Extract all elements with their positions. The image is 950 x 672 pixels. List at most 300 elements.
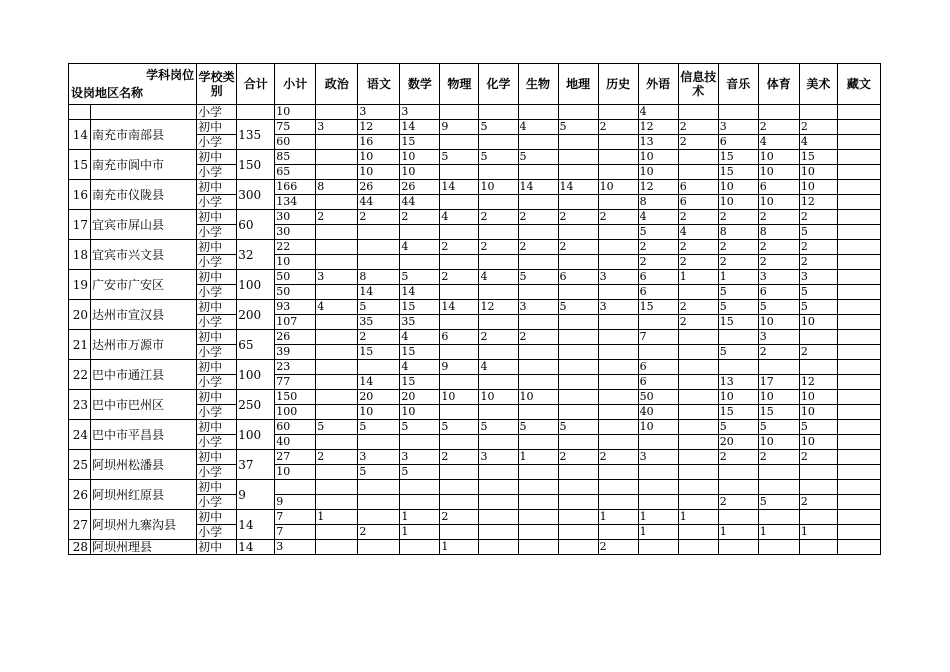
data-cell: 2: [598, 540, 638, 555]
table-row: [69, 150, 881, 165]
data-cell: [837, 165, 880, 180]
data-cell: 166: [275, 180, 316, 195]
data-cell: 23: [275, 360, 316, 375]
row-index-cell: 20: [69, 300, 91, 330]
data-cell: 5: [799, 300, 837, 315]
data-cell: 2: [479, 330, 518, 345]
data-cell: [558, 375, 598, 390]
data-cell: [678, 465, 718, 480]
data-cell: [440, 375, 479, 390]
table-row: [69, 390, 881, 405]
data-cell: 2: [440, 240, 479, 255]
data-cell: [518, 165, 558, 180]
data-cell: [837, 360, 880, 375]
data-cell: [638, 435, 678, 450]
data-cell: 44: [400, 195, 440, 210]
school-type-cell: 小学: [197, 135, 237, 150]
data-cell: 2: [638, 240, 678, 255]
school-type-cell: 小学: [197, 495, 237, 510]
data-cell: 1: [638, 525, 678, 540]
data-cell: 10: [638, 420, 678, 435]
data-cell: 2: [638, 255, 678, 270]
data-cell: 2: [678, 210, 718, 225]
data-cell: [678, 285, 718, 300]
data-cell: 2: [479, 210, 518, 225]
data-cell: 6: [678, 180, 718, 195]
data-cell: [558, 390, 598, 405]
data-cell: [837, 150, 880, 165]
data-cell: 5: [758, 300, 799, 315]
data-cell: 5: [558, 420, 598, 435]
data-cell: 10: [358, 165, 400, 180]
region-name-header: 设岗地区名称: [71, 86, 144, 100]
data-cell: [678, 150, 718, 165]
table-row: [69, 105, 881, 120]
total-cell: 9: [237, 480, 275, 510]
data-cell: [837, 420, 880, 435]
data-cell: 30: [275, 225, 316, 240]
data-cell: 2: [518, 210, 558, 225]
data-cell: 50: [275, 285, 316, 300]
data-cell: [758, 465, 799, 480]
data-cell: 1: [518, 450, 558, 465]
school-type-cell: 小学: [197, 465, 237, 480]
data-cell: [518, 435, 558, 450]
data-cell: [678, 105, 718, 120]
data-cell: 5: [479, 120, 518, 135]
school-type-cell: 初中: [197, 360, 237, 375]
data-cell: 1: [400, 510, 440, 525]
data-cell: [678, 450, 718, 465]
data-cell: 10: [758, 390, 799, 405]
data-cell: [678, 345, 718, 360]
data-cell: 12: [799, 195, 837, 210]
data-cell: 14: [440, 180, 479, 195]
data-cell: [598, 315, 638, 330]
data-cell: 2: [358, 330, 400, 345]
data-cell: 2: [758, 345, 799, 360]
data-cell: 2: [799, 240, 837, 255]
row-index-cell: 27: [69, 510, 91, 540]
data-cell: [518, 195, 558, 210]
total-cell: 250: [237, 390, 275, 420]
table-row: [69, 210, 881, 225]
school-type-cell: 小学: [197, 285, 237, 300]
data-cell: 3: [758, 270, 799, 285]
data-cell: 5: [400, 420, 440, 435]
data-cell: [440, 435, 479, 450]
data-cell: [837, 525, 880, 540]
data-cell: [678, 390, 718, 405]
data-cell: [799, 330, 837, 345]
data-cell: [558, 330, 598, 345]
data-cell: 2: [799, 345, 837, 360]
data-cell: [440, 465, 479, 480]
region-name-cell: 宜宾市屏山县: [91, 210, 197, 240]
subject-header: 数学: [400, 64, 440, 105]
row-index-cell: 15: [69, 150, 91, 180]
data-cell: [638, 465, 678, 480]
data-cell: [799, 105, 837, 120]
total-cell: 14: [237, 510, 275, 540]
data-cell: 22: [275, 240, 316, 255]
school-type-cell: 小学: [197, 525, 237, 540]
region-name-cell: 南充市阆中市: [91, 150, 197, 180]
school-type-cell: 初中: [197, 510, 237, 525]
data-cell: [598, 375, 638, 390]
data-cell: 5: [518, 270, 558, 285]
data-cell: 8: [358, 270, 400, 285]
data-cell: 12: [479, 300, 518, 315]
data-cell: 4: [799, 135, 837, 150]
data-cell: 4: [758, 135, 799, 150]
data-cell: [837, 195, 880, 210]
row-index-cell: 17: [69, 210, 91, 240]
data-cell: 40: [638, 405, 678, 420]
region-name-cell: 南充市仪陇县: [91, 180, 197, 210]
school-type-cell: 初中: [197, 210, 237, 225]
data-cell: 3: [799, 270, 837, 285]
data-cell: [558, 360, 598, 375]
data-cell: 10: [758, 315, 799, 330]
data-cell: 2: [558, 240, 598, 255]
row-index-cell: 21: [69, 330, 91, 360]
data-cell: 1: [678, 270, 718, 285]
school-type-cell: 小学: [197, 315, 237, 330]
data-cell: [678, 420, 718, 435]
data-cell: 2: [678, 300, 718, 315]
data-cell: 10: [275, 105, 316, 120]
data-cell: 9: [440, 360, 479, 375]
data-cell: 15: [400, 375, 440, 390]
data-cell: 12: [638, 180, 678, 195]
data-cell: [638, 480, 678, 495]
row-index-cell: 19: [69, 270, 91, 300]
data-cell: [837, 270, 880, 285]
data-cell: [440, 105, 479, 120]
total-cell: 37: [237, 450, 275, 480]
data-cell: 6: [638, 360, 678, 375]
data-cell: 16: [358, 135, 400, 150]
recruitment-table-sheet: [68, 63, 881, 555]
data-cell: [518, 405, 558, 420]
data-cell: [518, 105, 558, 120]
data-cell: [518, 480, 558, 495]
data-cell: 5: [518, 150, 558, 165]
data-cell: 2: [799, 495, 837, 510]
data-cell: 1: [718, 270, 758, 285]
data-cell: [558, 135, 598, 150]
data-cell: 3: [400, 450, 440, 465]
table-row: [69, 420, 881, 435]
data-cell: 1: [638, 510, 678, 525]
data-cell: [837, 120, 880, 135]
data-cell: 5: [718, 420, 758, 435]
data-cell: [358, 255, 400, 270]
data-cell: [718, 360, 758, 375]
table-row: [69, 510, 881, 525]
data-cell: [558, 345, 598, 360]
data-cell: 3: [275, 540, 316, 555]
data-cell: [358, 495, 400, 510]
data-cell: 5: [440, 420, 479, 435]
data-cell: [518, 135, 558, 150]
region-name-cell: 阿坝州松潘县: [91, 450, 197, 480]
total-cell: 14: [237, 540, 275, 555]
data-cell: [837, 255, 880, 270]
table-row: [69, 240, 881, 255]
subject-header: 生物: [518, 64, 558, 105]
school-type-cell: 初中: [197, 300, 237, 315]
data-cell: 7: [275, 510, 316, 525]
data-cell: 2: [758, 120, 799, 135]
data-cell: 1: [440, 540, 479, 555]
data-cell: [440, 405, 479, 420]
data-cell: 2: [440, 510, 479, 525]
school-type-cell: 小学: [197, 345, 237, 360]
data-cell: [316, 390, 358, 405]
school-type-cell: 初中: [197, 330, 237, 345]
data-cell: [400, 495, 440, 510]
school-type-cell: 初中: [197, 240, 237, 255]
data-cell: 10: [718, 390, 758, 405]
table-row: [69, 450, 881, 465]
row-index-cell: 25: [69, 450, 91, 480]
data-cell: 3: [718, 120, 758, 135]
data-cell: 3: [316, 270, 358, 285]
data-cell: 8: [718, 225, 758, 240]
data-cell: 10: [758, 195, 799, 210]
data-cell: 14: [358, 375, 400, 390]
data-cell: 10: [479, 180, 518, 195]
data-cell: [518, 345, 558, 360]
data-cell: [316, 255, 358, 270]
subject-header: 化学: [479, 64, 518, 105]
data-cell: [837, 135, 880, 150]
data-cell: [518, 225, 558, 240]
data-cell: [479, 105, 518, 120]
data-cell: [837, 105, 880, 120]
data-cell: 5: [799, 225, 837, 240]
data-cell: 5: [799, 420, 837, 435]
data-cell: 2: [758, 210, 799, 225]
data-cell: [518, 360, 558, 375]
data-cell: 134: [275, 195, 316, 210]
data-cell: 2: [678, 255, 718, 270]
school-type-cell: 小学: [197, 165, 237, 180]
data-cell: 100: [275, 405, 316, 420]
data-cell: 65: [275, 165, 316, 180]
data-cell: 3: [358, 450, 400, 465]
data-cell: [316, 240, 358, 255]
data-cell: 14: [558, 180, 598, 195]
data-cell: [518, 375, 558, 390]
data-cell: [479, 195, 518, 210]
data-cell: [479, 225, 518, 240]
data-cell: [758, 480, 799, 495]
data-cell: 10: [799, 390, 837, 405]
data-cell: 12: [358, 120, 400, 135]
data-cell: 4: [638, 105, 678, 120]
data-cell: 15: [358, 345, 400, 360]
data-cell: 4: [440, 210, 479, 225]
data-cell: [837, 435, 880, 450]
data-cell: [440, 195, 479, 210]
data-cell: [598, 135, 638, 150]
data-cell: 4: [400, 360, 440, 375]
data-cell: [638, 345, 678, 360]
data-cell: 10: [598, 180, 638, 195]
data-cell: 1: [718, 525, 758, 540]
data-cell: 6: [440, 330, 479, 345]
data-cell: 1: [678, 510, 718, 525]
data-cell: [598, 105, 638, 120]
data-cell: [598, 225, 638, 240]
data-cell: 5: [799, 285, 837, 300]
data-cell: [598, 465, 638, 480]
data-cell: 15: [718, 165, 758, 180]
data-cell: 6: [638, 375, 678, 390]
data-cell: [718, 480, 758, 495]
data-cell: 2: [758, 240, 799, 255]
total-cell: 100: [237, 360, 275, 390]
data-cell: [837, 390, 880, 405]
data-cell: 44: [358, 195, 400, 210]
subject-header: 语文: [358, 64, 400, 105]
data-cell: 10: [275, 255, 316, 270]
data-cell: [598, 405, 638, 420]
data-cell: 107: [275, 315, 316, 330]
data-cell: [316, 315, 358, 330]
data-cell: 5: [638, 225, 678, 240]
data-cell: [718, 540, 758, 555]
data-cell: 35: [358, 315, 400, 330]
data-cell: 2: [758, 450, 799, 465]
data-cell: 5: [758, 495, 799, 510]
data-cell: 2: [598, 120, 638, 135]
total-cell: [237, 105, 275, 120]
data-cell: 14: [400, 120, 440, 135]
data-cell: [758, 540, 799, 555]
data-cell: 2: [718, 255, 758, 270]
data-cell: [440, 255, 479, 270]
data-cell: [678, 405, 718, 420]
data-cell: 60: [275, 420, 316, 435]
data-cell: [316, 435, 358, 450]
data-cell: [479, 525, 518, 540]
data-cell: [440, 495, 479, 510]
data-cell: 5: [358, 300, 400, 315]
data-cell: [558, 285, 598, 300]
data-cell: [558, 435, 598, 450]
subject-header: 物理: [440, 64, 479, 105]
data-cell: [400, 435, 440, 450]
data-cell: 2: [799, 255, 837, 270]
data-cell: 2: [718, 240, 758, 255]
data-cell: [479, 345, 518, 360]
data-cell: [598, 525, 638, 540]
data-cell: 15: [400, 135, 440, 150]
data-cell: [316, 150, 358, 165]
data-cell: [837, 345, 880, 360]
data-cell: [558, 465, 598, 480]
data-cell: 3: [358, 105, 400, 120]
data-cell: 14: [358, 285, 400, 300]
data-cell: 40: [275, 435, 316, 450]
data-cell: 6: [758, 285, 799, 300]
data-cell: 3: [479, 450, 518, 465]
data-cell: [598, 255, 638, 270]
data-cell: 4: [400, 240, 440, 255]
region-name-cell: 巴中市平昌县: [91, 420, 197, 450]
data-cell: 2: [718, 450, 758, 465]
data-cell: 5: [479, 150, 518, 165]
data-cell: [440, 285, 479, 300]
data-cell: 6: [638, 285, 678, 300]
data-cell: 14: [400, 285, 440, 300]
data-cell: 4: [316, 300, 358, 315]
data-cell: 30: [275, 210, 316, 225]
data-cell: [358, 540, 400, 555]
data-cell: 150: [275, 390, 316, 405]
data-cell: 10: [358, 405, 400, 420]
data-cell: 2: [358, 210, 400, 225]
data-cell: 4: [479, 270, 518, 285]
data-cell: [358, 480, 400, 495]
data-cell: 1: [400, 525, 440, 540]
data-cell: [316, 135, 358, 150]
data-cell: 2: [518, 330, 558, 345]
data-cell: [598, 285, 638, 300]
data-cell: [518, 285, 558, 300]
subject-header: 小计: [275, 64, 316, 105]
data-cell: [479, 435, 518, 450]
data-cell: 15: [638, 300, 678, 315]
subject-header: 历史: [598, 64, 638, 105]
data-cell: [358, 510, 400, 525]
data-cell: 2: [678, 240, 718, 255]
data-cell: [598, 420, 638, 435]
data-cell: [479, 540, 518, 555]
data-cell: 15: [400, 345, 440, 360]
data-cell: [479, 495, 518, 510]
data-cell: 2: [598, 450, 638, 465]
table-row: [69, 300, 881, 315]
row-index-cell: 22: [69, 360, 91, 390]
data-cell: 7: [275, 525, 316, 540]
data-cell: 3: [518, 300, 558, 315]
data-cell: 3: [316, 120, 358, 135]
row-index-cell: 28: [69, 540, 91, 555]
data-cell: [837, 315, 880, 330]
data-cell: [718, 330, 758, 345]
table-row: [69, 480, 881, 495]
data-cell: [758, 105, 799, 120]
data-cell: 10: [400, 165, 440, 180]
row-index-cell: 16: [69, 180, 91, 210]
total-cell: 100: [237, 420, 275, 450]
school-type-cell: 小学: [197, 225, 237, 240]
recruitment-table: [68, 63, 881, 555]
data-cell: 2: [316, 450, 358, 465]
data-cell: [678, 525, 718, 540]
school-type-cell: 小学: [197, 105, 237, 120]
data-cell: 5: [518, 420, 558, 435]
school-type-cell: 小学: [197, 405, 237, 420]
data-cell: [518, 465, 558, 480]
data-cell: 5: [758, 420, 799, 435]
region-name-cell: 南充市南部县: [91, 120, 197, 150]
